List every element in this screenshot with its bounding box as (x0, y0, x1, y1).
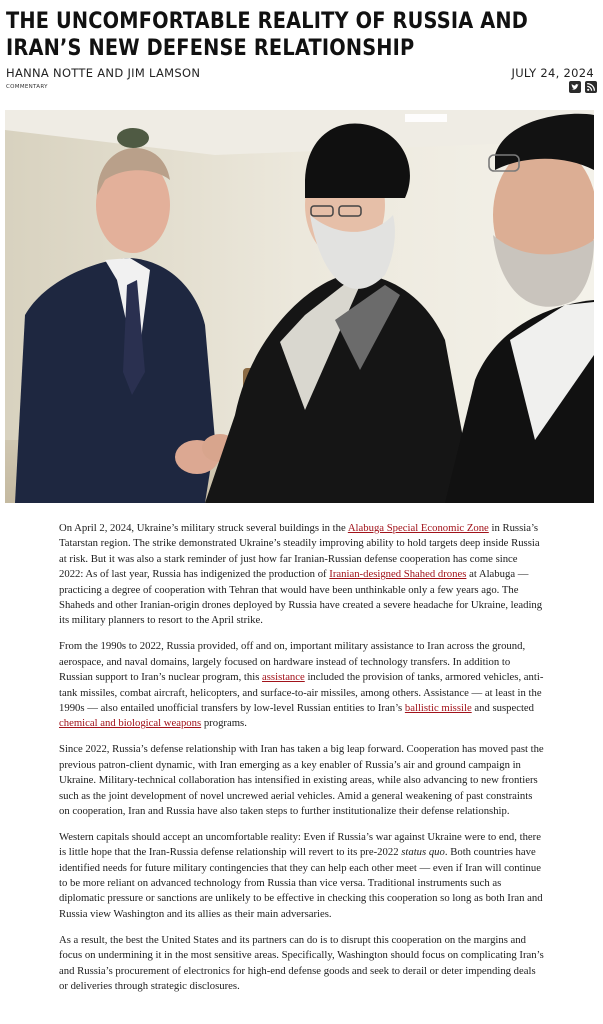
leaders-handshake-photo (5, 110, 594, 503)
article-link[interactable]: chemical and biological weapons (59, 717, 202, 730)
paragraph-text: and suspected (471, 701, 535, 714)
category-label[interactable]: COMMENTARY (6, 84, 48, 90)
article-paragraph (59, 742, 544, 819)
paragraph-text: included the provision of tanks, armored vehicles, anti-tank missiles, combat aircraft, helicopters, and surface-to-air missiles, among others. Assistance — at least in the 1990s — also entailed unofficial transfers by low-level Russian entities to Iran’s (59, 671, 544, 714)
emphasis-text: status quo (401, 846, 445, 859)
social-links (569, 81, 597, 93)
paragraph-text: As a result, the best the United States and its partners can do is to disrupt this cooperation on the margins and focus on undermining it in the most sensitive areas. Specifically, Washington should focus on complicating Iran’s and Russia’s procurement of electronics for high-end defense goods and seek to derail or deter impending deals or deliveries through strategic disclosures. (59, 933, 544, 992)
article-paragraph (59, 639, 544, 731)
paragraph-text: in Russia’s Tatarstan region. The strike demonstrated Ukraine’s steadily improving ability to hold targets deep inside Russia at risk. But it was also a stark reminder of just how far Iranian-Russian defense cooperation has come since 2022: As of last year, Russia has indigenized the production of (59, 522, 540, 581)
article-link[interactable]: assistance (262, 671, 305, 684)
paragraph-text: programs. (201, 717, 247, 730)
article-paragraph (59, 933, 544, 995)
paragraph-text: Western capitals should accept an uncomfortable reality: Even if Russia’s war against Ukraine were to end, there is little hope that the Iran-Russia defense relationship will revert to its pre-2022 (59, 830, 541, 859)
publish-date: JULY 24, 2024 (511, 66, 594, 80)
paragraph-text: . Both countries have identified needs for future military contingencies that they can help each other meet — even if Iran will continue to be more reliant on advanced technology from Russia than vice versa. Traditional instruments such as diplomatic pressure or sanctions are unlikely to be effective in checking this cooperation so long as both Iran and Russia view Washington and its allies as their main adversaries. (59, 846, 543, 920)
paragraph-text: From the 1990s to 2022, Russia provided, off and on, important military assistance to Iran across the ground, aerospace, and naval domains, largely focused on hardware instead of technology transfers. In addition to Russian support to Iran’s nuclear program, this (59, 640, 526, 684)
rss-icon[interactable] (585, 81, 597, 93)
paragraph-text: On April 2, 2024, Ukraine’s military struck several buildings in the (59, 522, 348, 534)
paragraph-text: Since 2022, Russia’s defense relationship with Iran has taken a big leap forward. Cooperation has moved past the previous patron-client dynamic, with Iran emerging as a key enabler of Russia’s air and ground campaign in Ukraine. Military-technical collaboration has intensified in existing areas, while also advancing to new frontiers such as the joint development of novel uncrewed aerial vehicles. Amid a general weakening of past constraints on cooperation, Iran and Russia have also taken steps to further institutionalize their defense relationship. (59, 743, 544, 817)
article-paragraph (59, 830, 544, 922)
page-title: THE UNCOMFORTABLE REALITY OF RUSSIA AND IRAN’S NEW DEFENSE RELATIONSHIP (6, 8, 529, 61)
article-link[interactable]: Alabuga Special Economic Zone (347, 522, 489, 534)
article-link[interactable]: ballistic missile (404, 701, 472, 714)
article-header (6, 8, 596, 90)
article-body (59, 521, 544, 1005)
byline (6, 66, 596, 80)
article-paragraph (59, 521, 544, 629)
authors[interactable]: HANNA NOTTE AND JIM LAMSON (6, 66, 201, 80)
twitter-icon[interactable] (569, 81, 581, 93)
paragraph-text: at Alabuga — practicing a degree of cooperation with Tehran that would have been unthinkable only a few years ago. The Shaheds and other Iranian-origin drones deployed by Russia have created a severe headache for Ukraine, leading its military planners to resort to the April strike. (59, 568, 543, 627)
article-link[interactable]: Iranian-designed Shahed drones (329, 568, 467, 581)
